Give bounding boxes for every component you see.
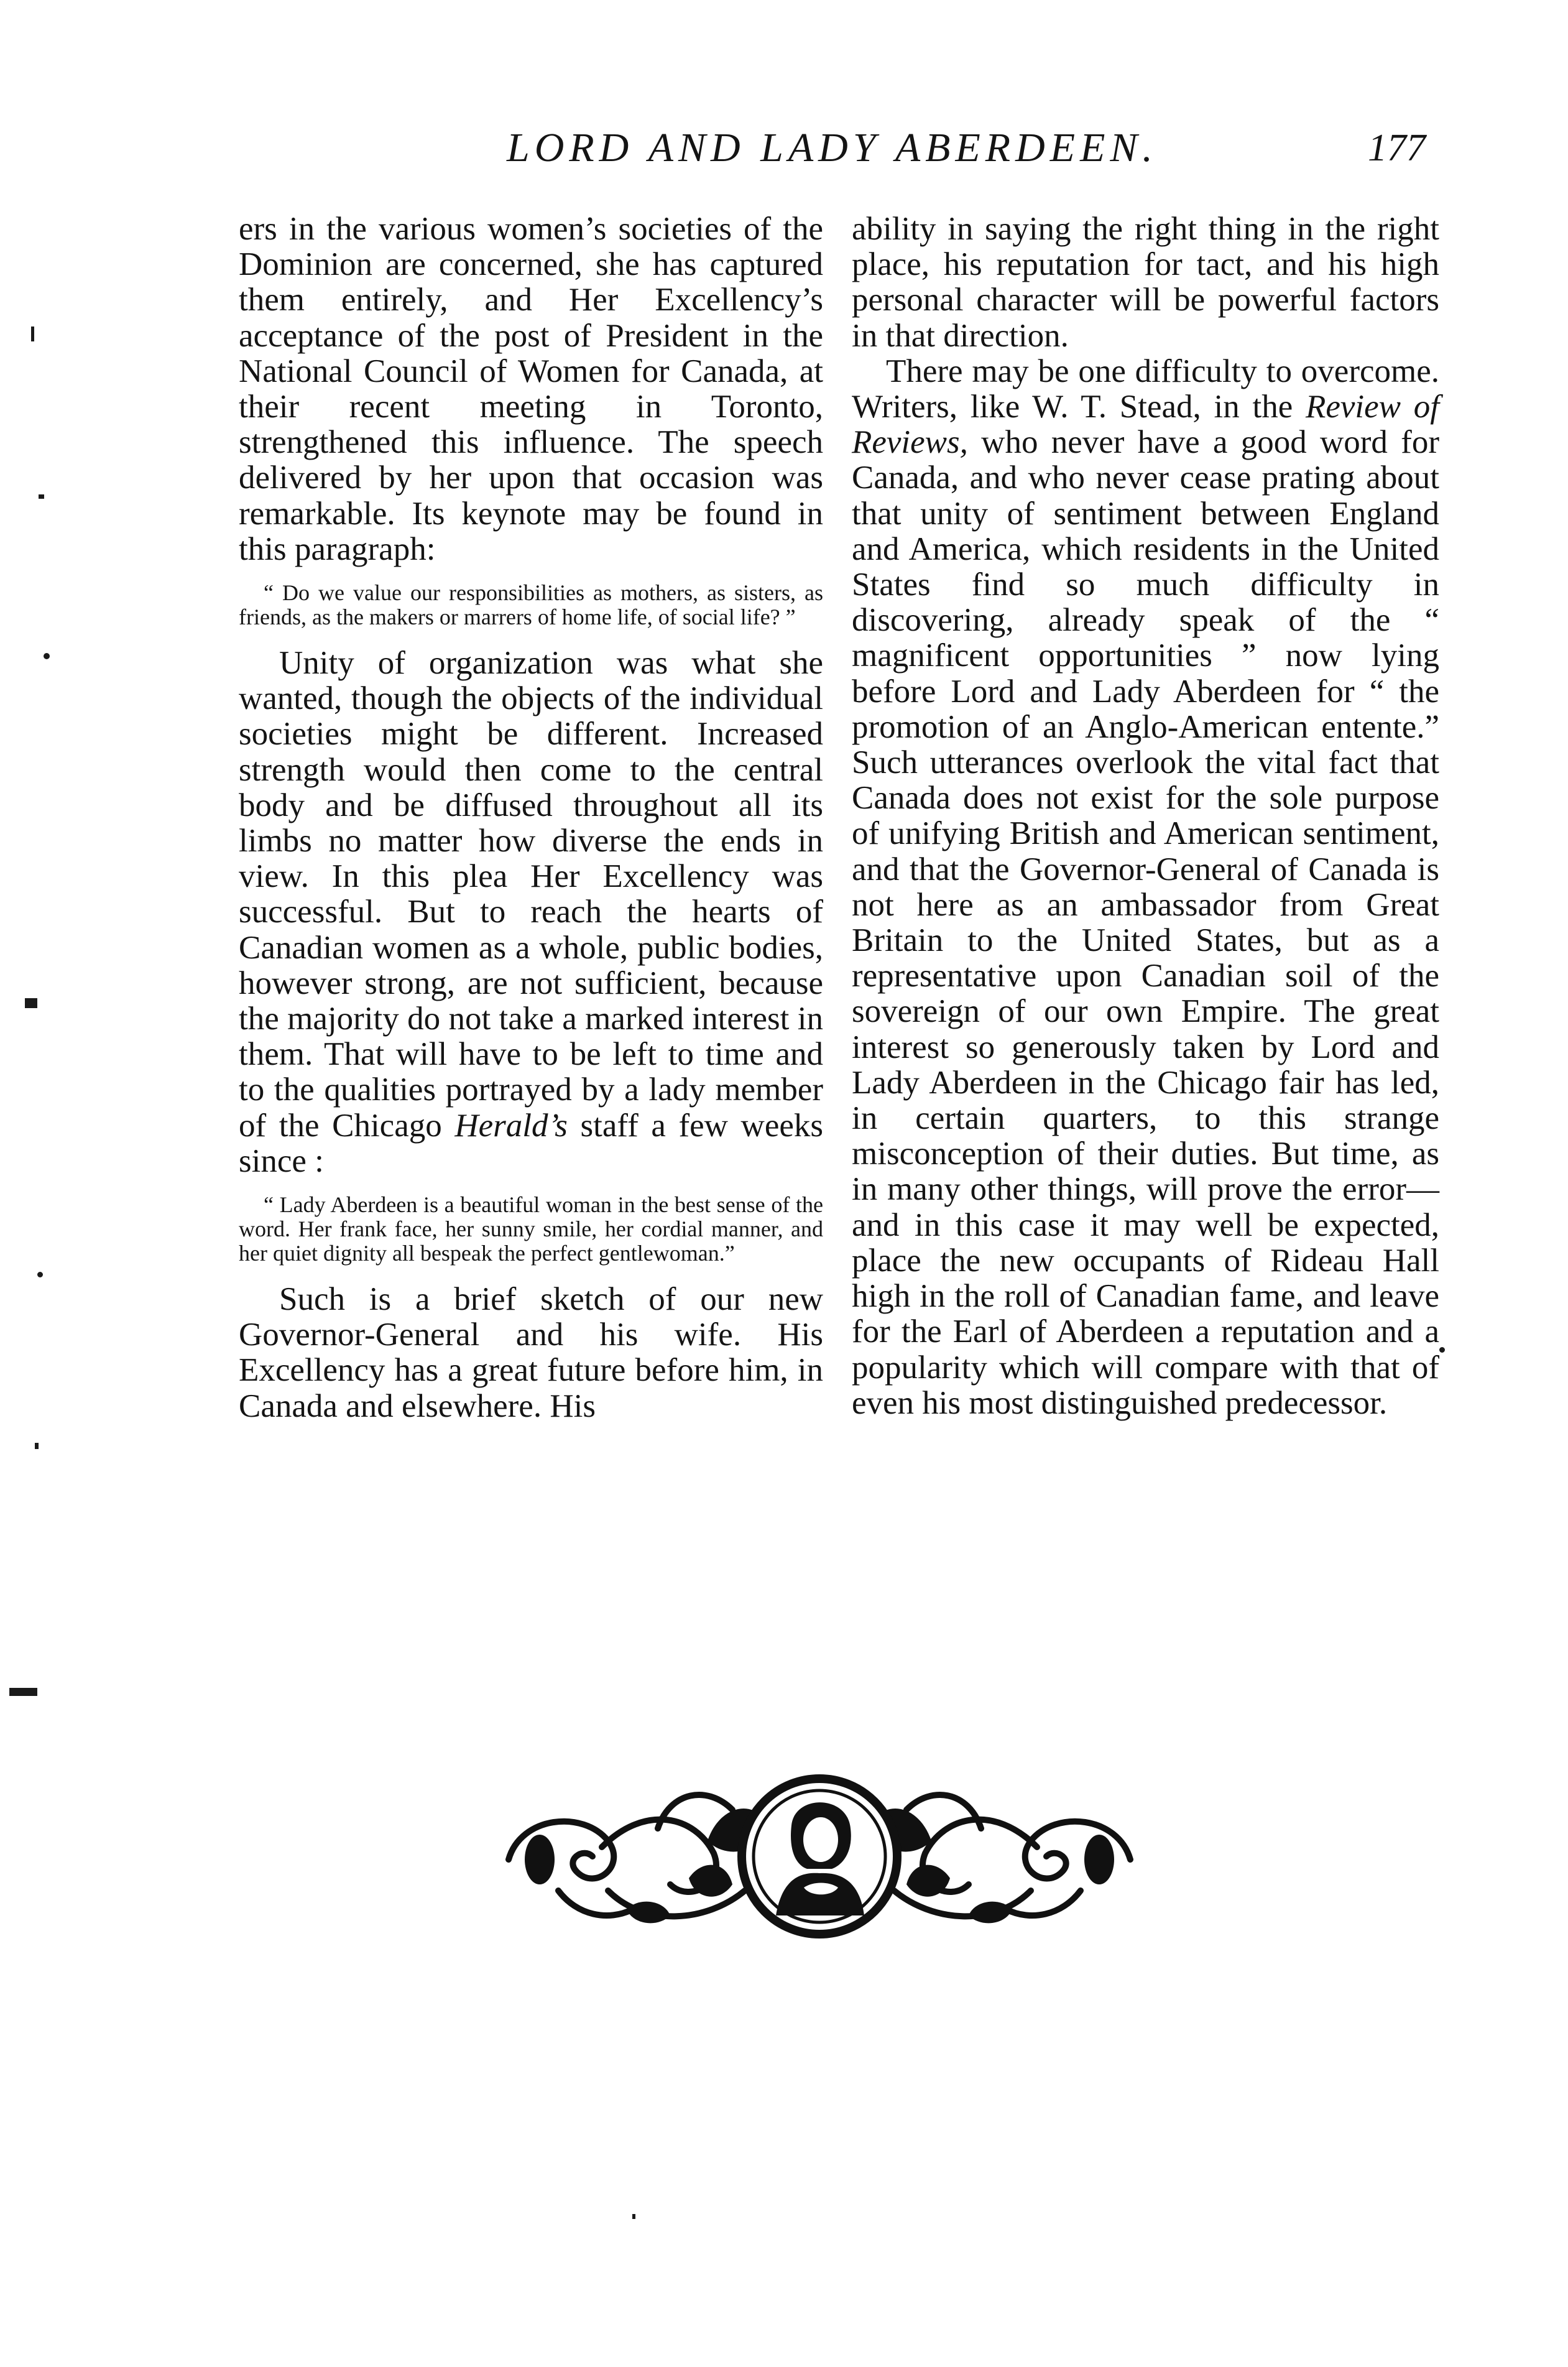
left-paragraph-2-text-a: Unity of organization was what she wanted, though the objects of the individual societies might be different. Increased strength would then come to the central body and be diffused throughout all its limbs no matter how diverse the ends in view. In this plea Her Excellency was successful. But to reach the hearts of Canadian women as a whole, public bodies, however strong, are not sufficient, because the majority do not take a marked interest in them. That will have to be left to time and to the qualities portrayed by a lady member of the Chicago xyxy=(239,645,823,1144)
review-of-reviews-title: Review of Reviews, xyxy=(852,389,1440,461)
right-paragraph-2 xyxy=(852,354,1439,1421)
margin-mark xyxy=(25,998,37,1008)
margin-mark xyxy=(1439,1347,1445,1353)
right-paragraph-2-text-b: who never have a good word for Canada, and who never cease prating about that unity of sentiment between England and America, which residents in the United States find so much difficulty in discovering, already speak of the “ magnificent opportunities ” now lying before Lord and Lady Aberdeen for “ the promotion of an Anglo-American entente.” Such utterances overlook the vital fact that Canada does not exist for the sole purpose of unifying British and American sentiment, and that the Governor-General of Canada is not here as an ambassador from Great Britain to the United States, but as a representative upon Canadian soil of the sovereign of our own Empire. The great interest so generously taken by Lord and Lady Aberdeen in the Chicago fair has led, in certain quarters, to this strange misconception of their duties. But time, as in many other things, will prove the error—and in this case it may well be expected, place the new occupants of Rideau Hall high in the roll of Canadian fame, and leave for the Earl of Aberdeen a reputation and a popularity which will compare with that of even his most distinguished predecessor. xyxy=(852,424,1439,1421)
right-paragraph-1: ability in saying the right thing in the right place, his reputation for tact, and his high personal character will be powerful factors in that direction. xyxy=(852,211,1439,354)
quote-aberdeen-speech: “ Do we value our responsibilities as mothers, as sisters, as friends, as the makers or marrers of home life, of social life? ” xyxy=(239,580,823,630)
page-number: 177 xyxy=(1368,127,1426,169)
running-title: LORD AND LADY ABERDEEN. xyxy=(507,125,1158,170)
right-paragraph-2-text-a: There may be one difficulty to overcome. Writers, like W. T. Stead, in the xyxy=(852,353,1439,425)
herald-title: Herald’s xyxy=(454,1107,568,1144)
margin-mark xyxy=(632,2214,635,2219)
left-paragraph-2 xyxy=(239,646,823,1179)
left-paragraph-2-text-b: staff a few weeks since : xyxy=(239,1107,823,1179)
left-paragraph-3: Such is a brief sketch of our new Governor-General and his wife. His Excellency has a great future before him, in Canada and elsewhere. His xyxy=(239,1281,823,1424)
margin-mark xyxy=(39,494,44,499)
left-column xyxy=(239,211,823,1424)
right-column xyxy=(852,211,1439,1421)
quote-chicago-herald: “ Lady Aberdeen is a beautiful woman in the best sense of the word. Her frank face, her sunny smile, her cordial manner, and her quiet dignity all bespeak the perfect gentlewoman.” xyxy=(239,1192,823,1266)
margin-mark xyxy=(37,1272,43,1277)
margin-mark xyxy=(9,1688,37,1696)
margin-mark xyxy=(44,653,50,659)
margin-mark xyxy=(35,1443,39,1449)
ornament-vignette-icon xyxy=(484,1766,1155,1947)
margin-mark xyxy=(31,327,34,341)
left-paragraph-1: ers in the various women’s societies of the Dominion are concerned, she has captured them entirely, and Her Excellency’s acceptance of the post of President in the National Council of Women for Canada, at their recent meeting in Toronto, strengthened this influence. The speech delivered by her upon that occasion was remarkable. Its keynote may be found in this paragraph: xyxy=(239,211,823,567)
